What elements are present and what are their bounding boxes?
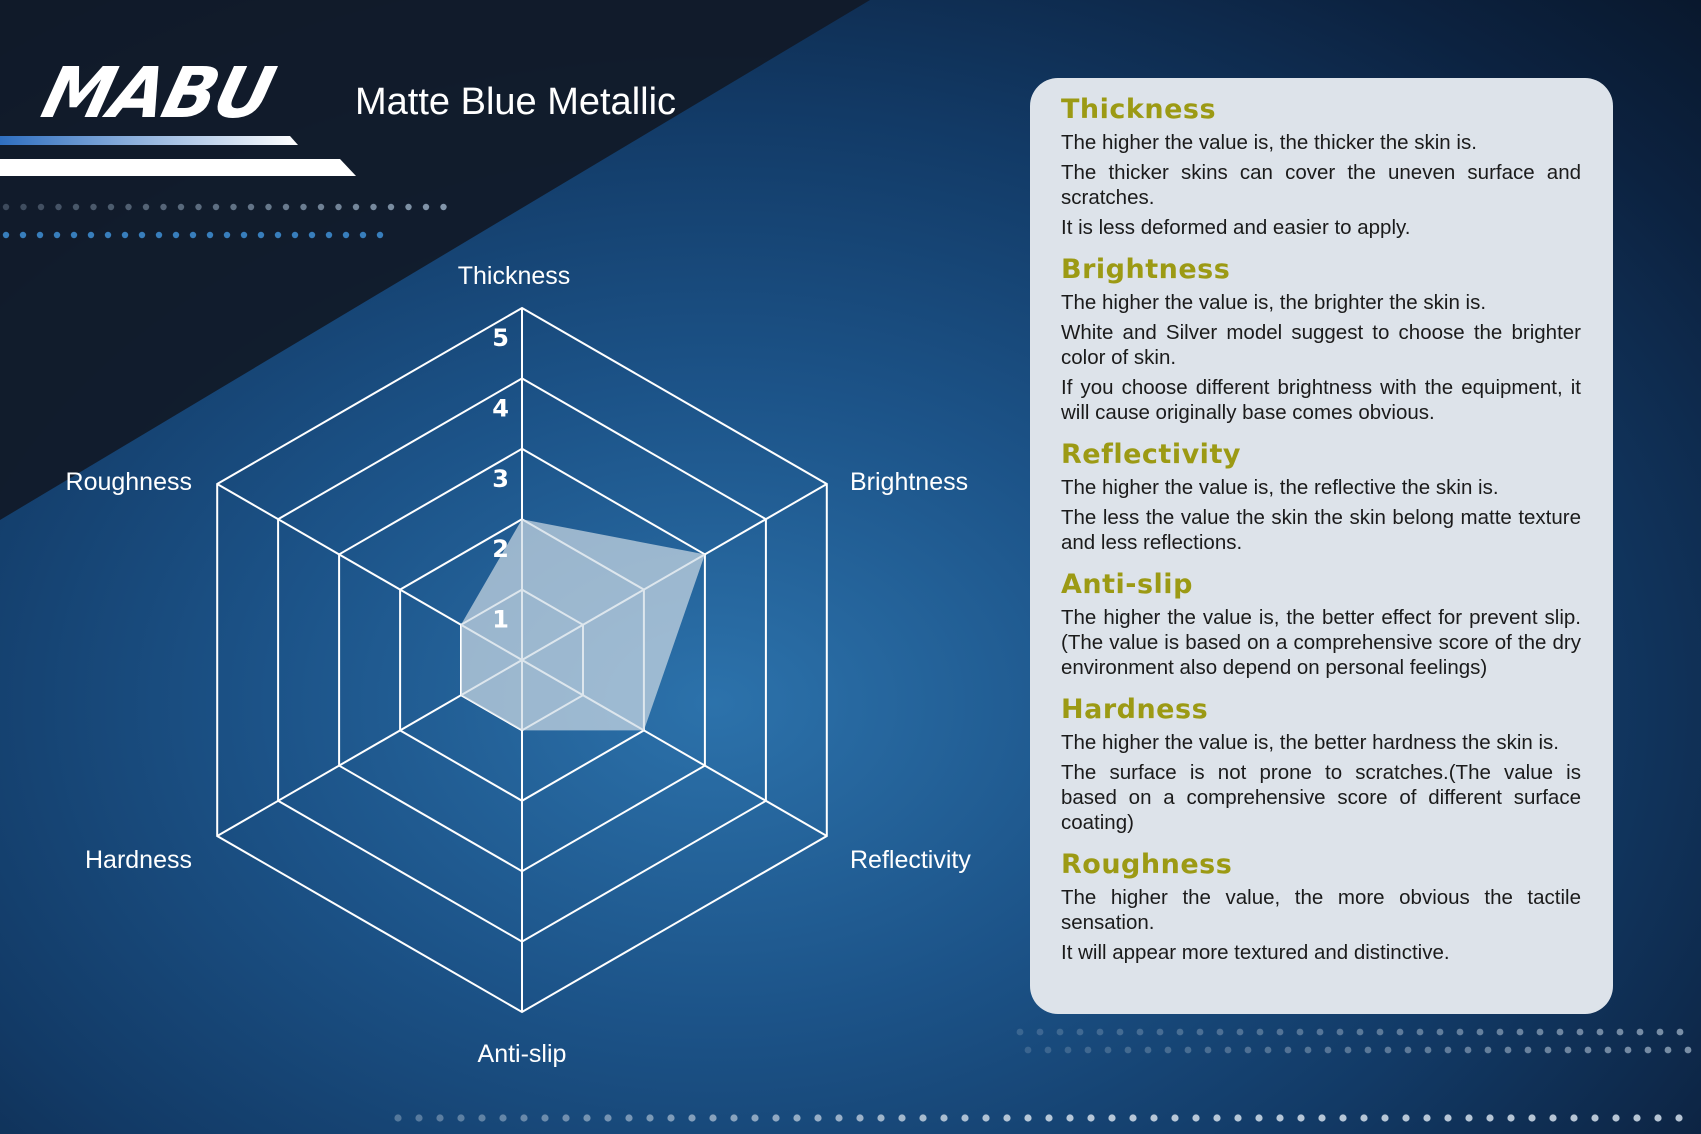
section-text: The higher the value is, the reflective the skin is. (1061, 476, 1499, 499)
decor-dot (478, 1114, 485, 1121)
decor-dot (730, 1114, 737, 1121)
decor-dot (1057, 1029, 1064, 1036)
section-title: Reflectivity (1061, 439, 1241, 470)
section-thickness (1061, 94, 1581, 240)
decor-dot (1591, 1114, 1598, 1121)
decor-dot (877, 1114, 884, 1121)
section-text: It is less deformed and easier to apply. (1061, 216, 1411, 239)
decor-dot (1633, 1114, 1640, 1121)
decor-dot (1255, 1114, 1262, 1121)
decor-dot (1065, 1047, 1072, 1054)
decor-dot (1192, 1114, 1199, 1121)
decor-dot (1549, 1114, 1556, 1121)
decor-dot (1570, 1114, 1577, 1121)
decor-dot (1685, 1047, 1692, 1054)
decor-dot (457, 1114, 464, 1121)
tick-label: 2 (492, 535, 509, 564)
section-reflectivity (1061, 439, 1581, 555)
section-text: If you choose different brightness with the equipment, it will cause originally base comes obvious. (1061, 376, 1581, 424)
decor-dot (1585, 1047, 1592, 1054)
decor-dot (1318, 1114, 1325, 1121)
decor-dot (499, 1114, 506, 1121)
axis-label-brightness: Brightness (850, 468, 969, 496)
decor-dot (856, 1114, 863, 1121)
decor-dot (1339, 1114, 1346, 1121)
decor-dot (1276, 1114, 1283, 1121)
decor-dot (1402, 1114, 1409, 1121)
decor-dot (688, 1114, 695, 1121)
decor-dot (1677, 1029, 1684, 1036)
section-text: The surface is not prone to scratches.(The value is based on a comprehensive score of different surface coating) (1061, 761, 1581, 834)
decor-dot (1285, 1047, 1292, 1054)
decor-dot (1385, 1047, 1392, 1054)
section-text: The less the value the skin the skin belong matte texture and less reflections. (1061, 506, 1581, 554)
decor-dot (1025, 1047, 1032, 1054)
decor-dot (1537, 1029, 1544, 1036)
decor-dot (667, 1114, 674, 1121)
decor-dot (1577, 1029, 1584, 1036)
decor-dot (1108, 1114, 1115, 1121)
decor-dot (1525, 1047, 1532, 1054)
decor-dot (520, 1114, 527, 1121)
decor-dot (1645, 1047, 1652, 1054)
decor-dot (1497, 1029, 1504, 1036)
decor-dot (1345, 1047, 1352, 1054)
decor-dot (1117, 1029, 1124, 1036)
decor-dot (814, 1114, 821, 1121)
section-text: White and Silver model suggest to choose the brighter color of skin. (1061, 321, 1581, 369)
decor-dot (1017, 1029, 1024, 1036)
decor-dot (1085, 1047, 1092, 1054)
decor-dot (1444, 1114, 1451, 1121)
decor-dot (751, 1114, 758, 1121)
decor-dot (1305, 1047, 1312, 1054)
decor-dot (793, 1114, 800, 1121)
decor-dot (1675, 1114, 1682, 1121)
decor-dot (709, 1114, 716, 1121)
section-title: Brightness (1061, 254, 1231, 285)
axis-label-reflectivity: Reflectivity (850, 846, 971, 874)
decor-dot (646, 1114, 653, 1121)
decor-dot (1157, 1029, 1164, 1036)
decor-dot (1486, 1114, 1493, 1121)
section-text: The higher the value, the more obvious the tactile sensation. (1061, 886, 1581, 934)
decor-dot (1077, 1029, 1084, 1036)
decor-dot (1617, 1029, 1624, 1036)
decor-dot (604, 1114, 611, 1121)
decor-dot (1217, 1029, 1224, 1036)
decor-dot (1597, 1029, 1604, 1036)
decor-dot (1325, 1047, 1332, 1054)
decor-dot (1505, 1047, 1512, 1054)
decor-dot (1171, 1114, 1178, 1121)
decor-dot (625, 1114, 632, 1121)
section-anti-slip (1061, 569, 1581, 680)
decor-dot (1265, 1047, 1272, 1054)
decor-dot (415, 1114, 422, 1121)
tick-label: 3 (492, 464, 509, 493)
decor-dot (1245, 1047, 1252, 1054)
decor-dot (1205, 1047, 1212, 1054)
tick-label: 1 (492, 605, 509, 634)
decor-dot (1665, 1047, 1672, 1054)
decor-dot (1457, 1029, 1464, 1036)
section-text: The higher the value is, the thicker the skin is. (1061, 131, 1477, 154)
decor-dot (1003, 1114, 1010, 1121)
section-text: The higher the value is, the brighter the skin is. (1061, 291, 1487, 314)
decor-dot (1317, 1029, 1324, 1036)
decor-dot (1087, 1114, 1094, 1121)
decor-dot (1237, 1029, 1244, 1036)
decor-dot (1637, 1029, 1644, 1036)
axis-label-anti-slip: Anti-slip (477, 1040, 567, 1068)
decor-dot (1145, 1047, 1152, 1054)
decor-dot (1485, 1047, 1492, 1054)
decor-dot (1297, 1029, 1304, 1036)
decor-dot (1612, 1114, 1619, 1121)
decor-dot (1185, 1047, 1192, 1054)
decor-dot (1657, 1029, 1664, 1036)
decor-dot (1037, 1029, 1044, 1036)
section-text: The higher the value is, the better effect for prevent slip.(The value is based on a comprehensive score of the dry environment also depend on personal feelings) (1061, 606, 1581, 679)
decor-dot (1565, 1047, 1572, 1054)
decor-dot (1397, 1029, 1404, 1036)
decor-dot (982, 1114, 989, 1121)
decor-dot (1465, 1047, 1472, 1054)
section-text: The thicker skins can cover the uneven surface and scratches. (1061, 161, 1581, 209)
decor-dot (1165, 1047, 1172, 1054)
decor-dot (1213, 1114, 1220, 1121)
decor-dot (1150, 1114, 1157, 1121)
decor-dot (1557, 1029, 1564, 1036)
decor-dot (919, 1114, 926, 1121)
decor-dot (1377, 1029, 1384, 1036)
logo: MABU (34, 52, 281, 134)
decor-dot (1605, 1047, 1612, 1054)
axis-label-thickness: Thickness (457, 262, 571, 290)
dot-pattern-right (1010, 1020, 1700, 1060)
decor-dot (1097, 1029, 1104, 1036)
decor-dot (1024, 1114, 1031, 1121)
decor-dot (940, 1114, 947, 1121)
decor-dot (1357, 1029, 1364, 1036)
decor-dot (1137, 1029, 1144, 1036)
decor-dot (835, 1114, 842, 1121)
decor-dot (1365, 1047, 1372, 1054)
decor-dot (1225, 1047, 1232, 1054)
decor-dot (1405, 1047, 1412, 1054)
decor-dot (1507, 1114, 1514, 1121)
decor-dot (961, 1114, 968, 1121)
decor-dot (1045, 1114, 1052, 1121)
axis-label-hardness: Hardness (85, 846, 192, 874)
decor-dot (1337, 1029, 1344, 1036)
decor-dot (1477, 1029, 1484, 1036)
decor-dot (1105, 1047, 1112, 1054)
decor-dot (1654, 1114, 1661, 1121)
section-brightness (1061, 254, 1581, 425)
decor-dot (583, 1114, 590, 1121)
decor-dot (1517, 1029, 1524, 1036)
decor-dot (1625, 1047, 1632, 1054)
subtitle: Matte Blue Metallic (355, 81, 677, 123)
decor-dot (1465, 1114, 1472, 1121)
decor-dot (1545, 1047, 1552, 1054)
section-title: Roughness (1061, 849, 1233, 880)
decor-dot (1066, 1114, 1073, 1121)
decor-dot (1277, 1029, 1284, 1036)
decor-dot (1177, 1029, 1184, 1036)
decor-dot (1528, 1114, 1535, 1121)
decor-dot (772, 1114, 779, 1121)
tick-label: 4 (492, 394, 509, 423)
decor-dot (1423, 1114, 1430, 1121)
description-panel (1030, 78, 1613, 1014)
axis-label-roughness: Roughness (65, 468, 192, 496)
section-roughness (1061, 849, 1581, 965)
decor-dot (1360, 1114, 1367, 1121)
decor-dot (1425, 1047, 1432, 1054)
decor-dot (1129, 1114, 1136, 1121)
decor-dot (1257, 1029, 1264, 1036)
section-title: Anti-slip (1061, 569, 1193, 600)
decor-dot (898, 1114, 905, 1121)
decor-dot (1381, 1114, 1388, 1121)
section-title: Thickness (1061, 94, 1217, 125)
decor-dot (1437, 1029, 1444, 1036)
decor-dot (541, 1114, 548, 1121)
decor-dot (394, 1114, 401, 1121)
decor-dot (1297, 1114, 1304, 1121)
decor-dot (1417, 1029, 1424, 1036)
decor-dot (436, 1114, 443, 1121)
decor-dot (562, 1114, 569, 1121)
tick-label: 5 (492, 324, 509, 352)
decor-dot (1445, 1047, 1452, 1054)
dot-pattern-bottom (390, 1100, 1701, 1134)
section-text: The higher the value is, the better hardness the skin is. (1061, 731, 1559, 754)
section-text: It will appear more textured and distinctive. (1061, 941, 1450, 964)
section-hardness (1061, 694, 1581, 835)
decor-dot (1197, 1029, 1204, 1036)
decor-dot (1234, 1114, 1241, 1121)
decor-dot (1125, 1047, 1132, 1054)
decor-dot (1045, 1047, 1052, 1054)
section-title: Hardness (1061, 694, 1209, 725)
